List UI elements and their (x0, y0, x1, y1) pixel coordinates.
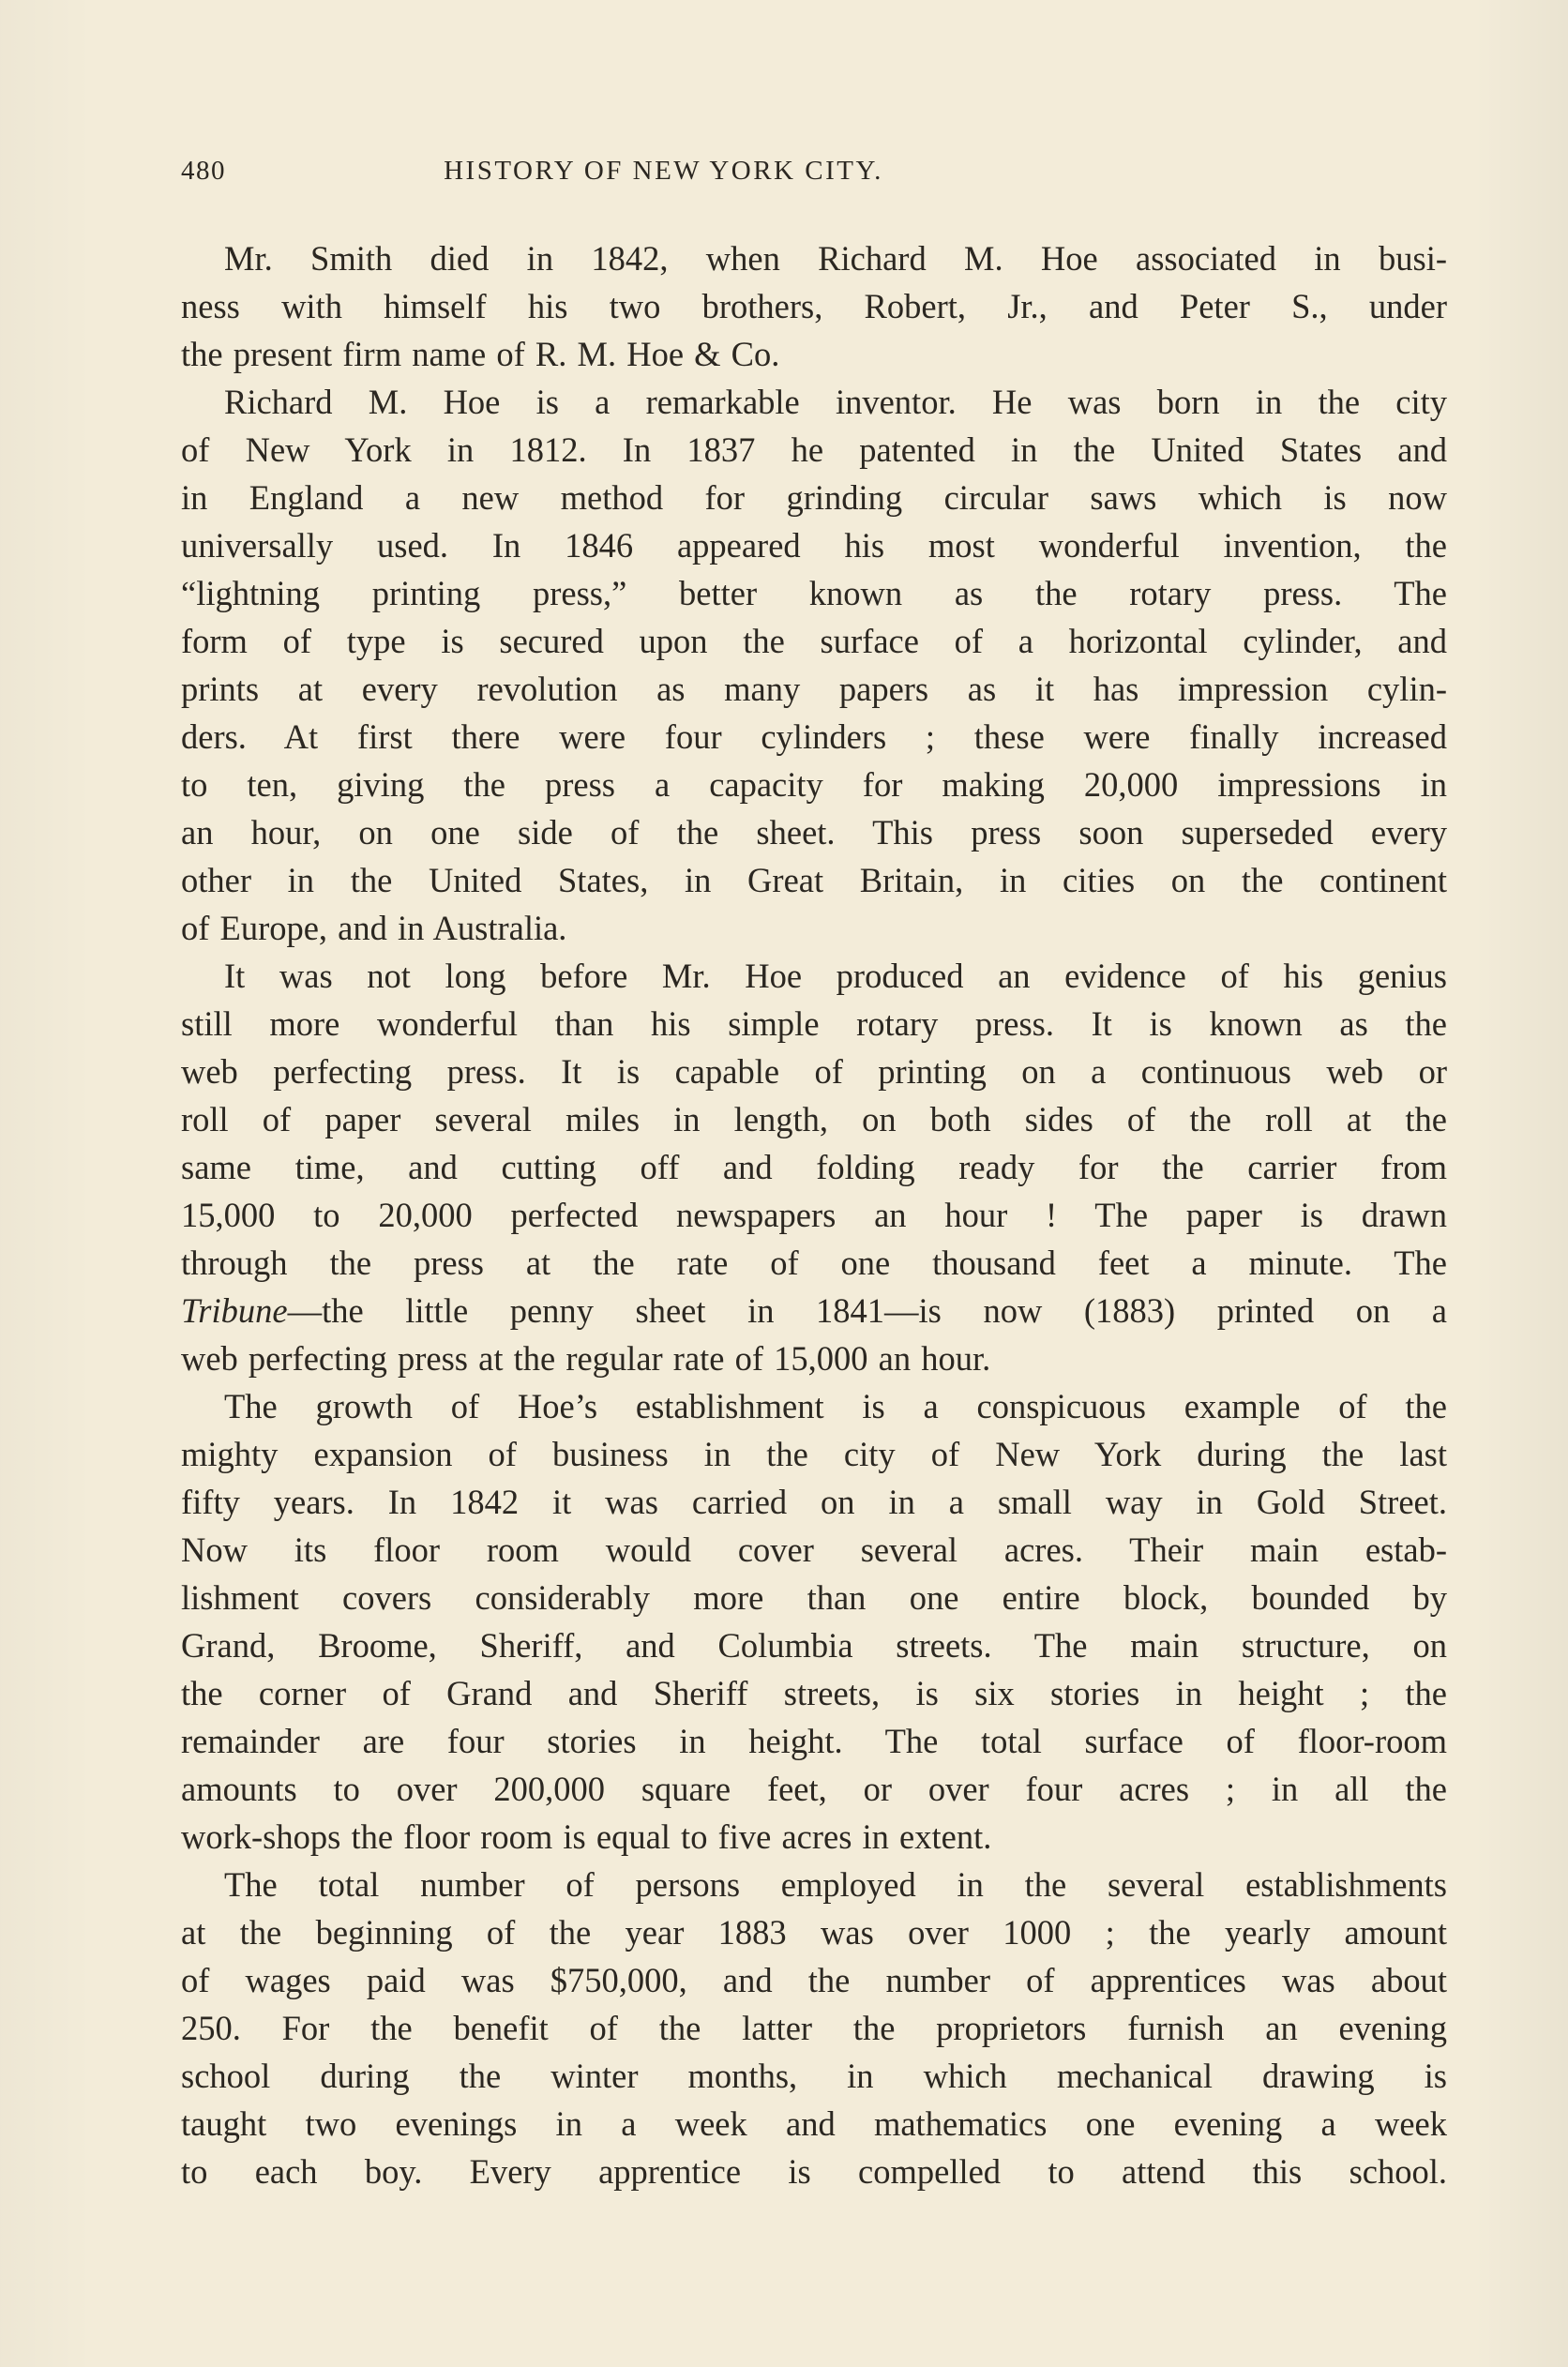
text-line: through the press at the rate of one thousand feet a minute. The (181, 1244, 1447, 1282)
text-line: to ten, giving the press a capacity for making 20,000 impressions in (181, 765, 1447, 804)
text-line: universally used. In 1846 appeared his most wonderful invention, the (181, 526, 1447, 565)
tribune-title: Tribune (181, 1291, 288, 1330)
paragraph-4 (181, 1382, 1447, 1861)
text-line: the present firm name of R. M. Hoe & Co. (181, 335, 780, 373)
text-line: work-shops the floor room is equal to five acres in extent. (181, 1817, 992, 1856)
text-line: 250. For the benefit of the latter the proprietors furnish an evening (181, 2009, 1447, 2047)
text-line: mighty expansion of business in the city of New York during the last (181, 1435, 1447, 1473)
text-line: The growth of Hoe’s establishment is a conspicuous example of the (224, 1387, 1447, 1425)
text-line: in England a new method for grinding circular saws which is now (181, 478, 1447, 517)
page-number: 480 (181, 156, 226, 186)
text-line: to each boy. Every apprentice is compelled to attend this school. (181, 2152, 1447, 2191)
paragraph-3 (181, 952, 1447, 1382)
text-line: web perfecting press at the regular rate of 15,000 an hour. (181, 1339, 991, 1378)
text-line: ness with himself his two brothers, Robert, Jr., and Peter S., under (181, 287, 1447, 325)
running-head (181, 156, 1090, 193)
paragraph-1 (181, 234, 1447, 378)
text-line: lishment covers considerably more than one entire block, bounded by (181, 1578, 1447, 1617)
text-line: same time, and cutting off and folding ready for the carrier from (181, 1148, 1447, 1186)
text-line: roll of paper several miles in length, on both sides of the roll at the (181, 1100, 1447, 1138)
text-line: Now its floor room would cover several acres. Their main estab- (181, 1530, 1447, 1569)
text-line: prints at every revolution as many papers as it has impression cylin- (181, 670, 1447, 708)
text-line: still more wonderful than his simple rotary press. It is known as the (181, 1004, 1447, 1043)
text-line: Grand, Broome, Sheriff, and Columbia streets. The main structure, on (181, 1626, 1447, 1665)
text-line: Richard M. Hoe is a remarkable inventor. He was born in the city (224, 383, 1447, 421)
paragraph-2 (181, 378, 1447, 952)
text-line: 15,000 to 20,000 perfected newspapers an hour ! The paper is drawn (181, 1196, 1447, 1234)
text-line: school during the winter months, in which mechanical drawing is (181, 2057, 1447, 2095)
text-line: form of type is secured upon the surface of a horizontal cylinder, and (181, 622, 1447, 660)
body-text (181, 234, 1447, 2195)
text-line: of wages paid was $750,000, and the number of apprentices was about (181, 1961, 1447, 1999)
text-line: web perfecting press. It is capable of printing on a continuous web or (181, 1052, 1447, 1091)
text-line: Mr. Smith died in 1842, when Richard M. Hoe associated in busi- (224, 239, 1447, 278)
text-line: at the beginning of the year 1883 was over 1000 ; the yearly amount (181, 1913, 1447, 1952)
text-line: an hour, on one side of the sheet. This press soon superseded every (181, 813, 1447, 852)
text-line: “lightning printing press,” better known as the rotary press. The (181, 574, 1447, 612)
paragraph-5 (181, 1861, 1447, 2195)
text-line-tribune (181, 1287, 1447, 1334)
text-line: It was not long before Mr. Hoe produced an evidence of his genius (224, 957, 1447, 995)
text-line: the corner of Grand and Sheriff streets, is six stories in height ; the (181, 1674, 1447, 1712)
text-line: of Europe, and in Australia. (181, 909, 567, 947)
text-line: taught two evenings in a week and mathematics one evening a week (181, 2104, 1447, 2143)
text-line: ders. At first there were four cylinders ; these were finally increased (181, 717, 1447, 756)
text-line: The total number of persons employed in the several establishments (224, 1865, 1447, 1904)
tribune-line-rest: —the little penny sheet in 1841—is now (1883) printed on a (287, 1291, 1447, 1330)
running-title: HISTORY OF NEW YORK CITY. (444, 156, 883, 186)
text-line: remainder are four stories in height. The total surface of floor-room (181, 1722, 1447, 1760)
text-line: other in the United States, in Great Britain, in cities on the continent (181, 861, 1447, 899)
text-line: amounts to over 200,000 square feet, or over four acres ; in all the (181, 1770, 1447, 1808)
text-line: fifty years. In 1842 it was carried on in a small way in Gold Street. (181, 1483, 1447, 1521)
text-line: of New York in 1812. In 1837 he patented in the United States and (181, 430, 1447, 469)
